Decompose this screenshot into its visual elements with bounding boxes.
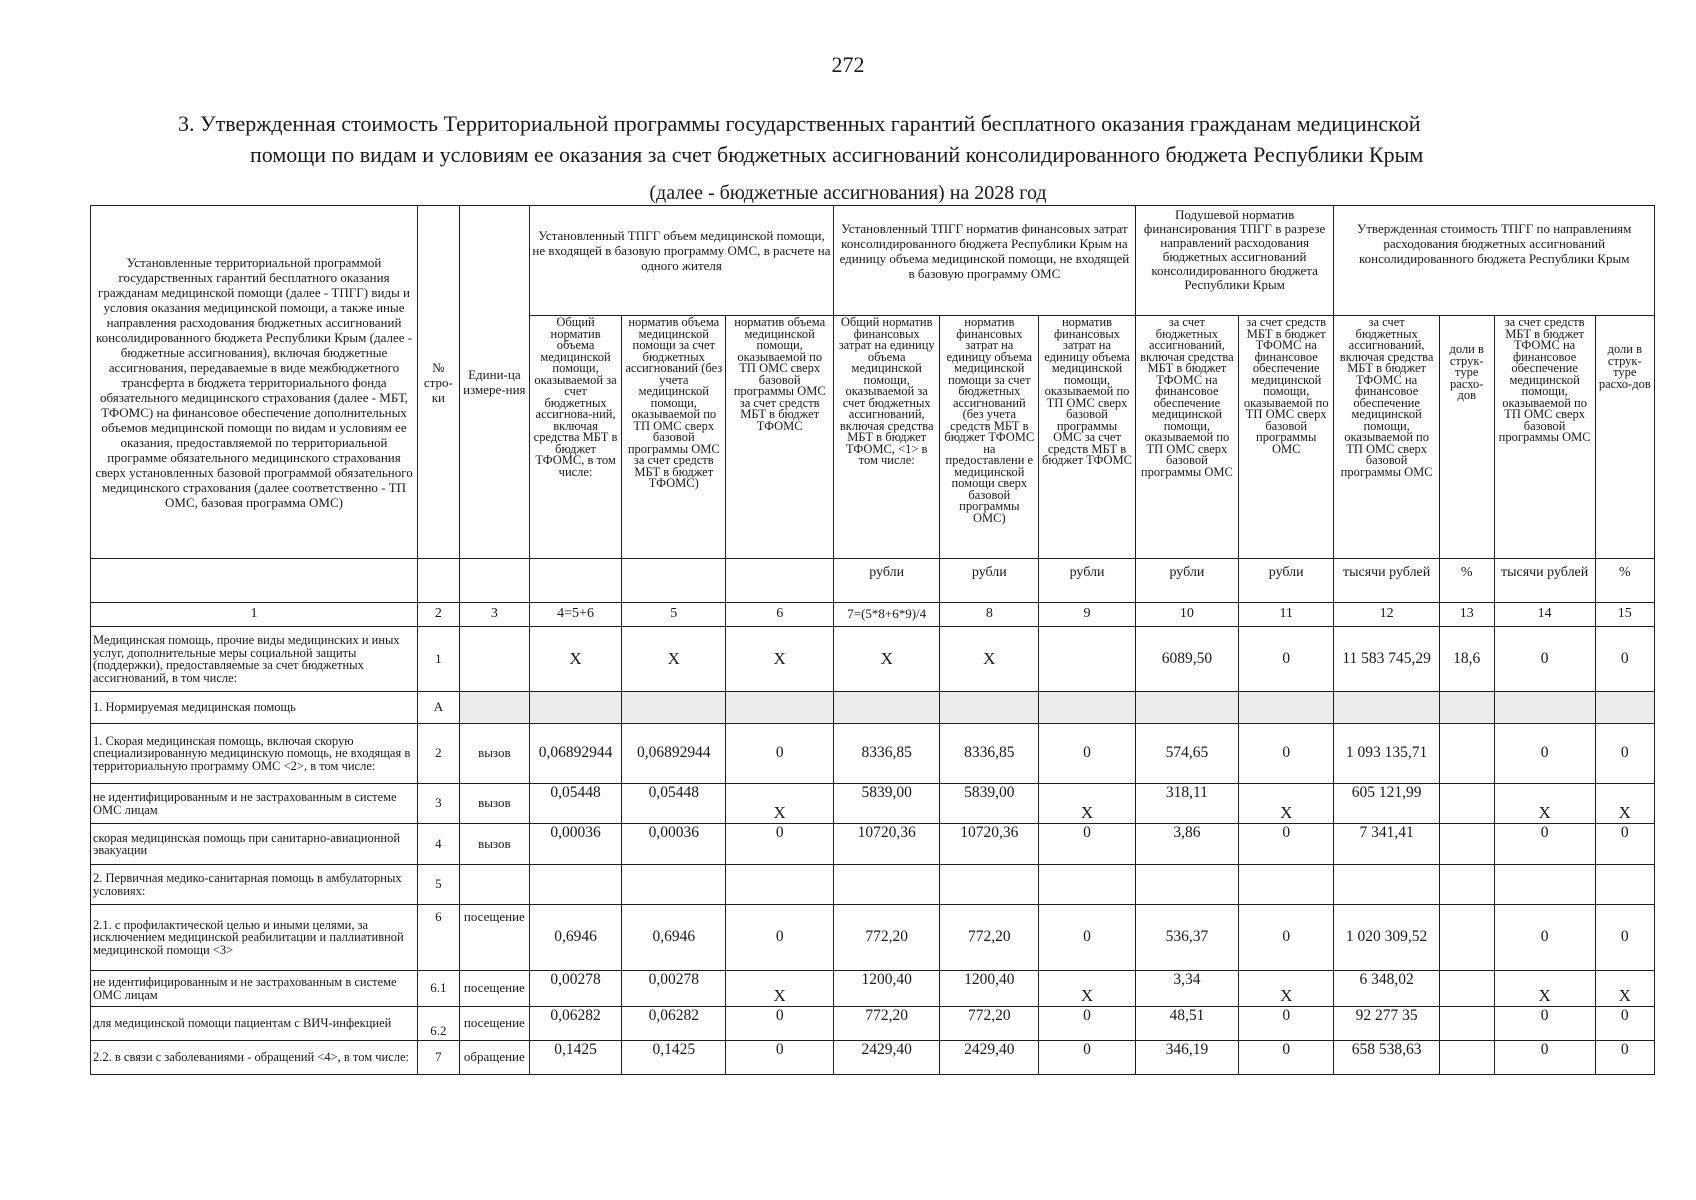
cell-c13 [1439, 724, 1494, 784]
shaded-cell [1439, 692, 1494, 724]
document-title [178, 108, 1618, 170]
row-unit: вызов [459, 724, 529, 784]
cell-c11: 0 [1238, 1041, 1333, 1075]
header-c11: за счет средств МБТ в бюджет ТФОМС на финансовое обеспечение медицинской помощи, оказываемой по ТП ОМС сверх базовой программы ОМС [1238, 316, 1333, 559]
cell-c15: 0 [1595, 1041, 1654, 1075]
cell-c8: X [940, 627, 1039, 692]
empty-cell [1334, 865, 1439, 905]
shaded-cell [1039, 692, 1136, 724]
cell-c7: 772,20 [833, 905, 939, 971]
header-col-1: Установленные территориальной программой государственных гарантий бесплатного оказания гражданам медицинской помощи (далее - ТПГГ) виды и условия оказания медицинской помощи, а также иные направления расходования бюджетных ассигнований консолидированного бюджета Республики Крым (далее - бюджетные ассигнования), включая бюджетные ассигнования, передаваемые в виде межбюджетного трансферта в бюджета территориального фонда обязательного медицинского страхования (далее - МБТ, ТФОМС) на финансовое обеспечение дополнительных объемов медицинской помощи по видам и условиям ее оказания, предоставляемой по территориальной программе обязательного медицинского страхования сверх установленных базовой программой обязательного медицинского страхования (далее соответственно - ТП ОМС, базовая программа ОМС) [91, 206, 418, 559]
unit-c12: тысячи рублей [1334, 559, 1439, 603]
header-col-2: № стро-ки [418, 206, 460, 559]
cell-c13 [1439, 1007, 1494, 1041]
unit-c11: рубли [1238, 559, 1333, 603]
colnum: 15 [1595, 603, 1654, 627]
header-group-total: Утвержденная стоимость ТПГГ по направлениям расходования бюджетных ассигнований консолидированного бюджета Республики Крым [1334, 206, 1655, 316]
cell-c9: 0 [1039, 824, 1136, 865]
row-unit: посещение [459, 905, 529, 971]
units-cell-empty [622, 559, 726, 603]
empty-cell [833, 865, 939, 905]
cell-c5: 0,00036 [622, 824, 726, 865]
cell-c6: 0 [726, 1007, 834, 1041]
table-row [91, 824, 1655, 865]
units-cell-empty [529, 559, 621, 603]
header-col-3: Едини-ца измере-ния [459, 206, 529, 559]
cell-c4: 0,06892944 [529, 724, 621, 784]
shaded-cell [529, 692, 621, 724]
cell-c14: 0 [1494, 1041, 1595, 1075]
shaded-cell [940, 692, 1039, 724]
shaded-cell [1238, 692, 1333, 724]
units-row [91, 559, 1655, 603]
shaded-cell [622, 692, 726, 724]
row-number: 6.2 [418, 1007, 460, 1041]
header-c9: норматив финансовых затрат на единицу объема медицинской помощи, оказываемой по ТП ОМС сверх базовой программы ОМС за счет средств МБТ в бюджет ТФОМС [1039, 316, 1136, 559]
empty-cell [529, 865, 621, 905]
cell-c15: 0 [1595, 824, 1654, 865]
shaded-cell [1334, 692, 1439, 724]
row-number: 7 [418, 1041, 460, 1075]
cell-c9: 0 [1039, 905, 1136, 971]
cell-c10: 574,65 [1135, 724, 1238, 784]
empty-cell [622, 865, 726, 905]
cell-c5: 0,6946 [622, 905, 726, 971]
cell-c13 [1439, 905, 1494, 971]
cell-c7: 772,20 [833, 1007, 939, 1041]
header-c12: за счет бюджетных ассигнований, включая средства МБТ в бюджет ТФОМС на финансовое обеспечение медицинской помощи, оказываемой по ТП ОМС сверх базовой программы ОМС [1334, 316, 1439, 559]
cell-c5: 0,06282 [622, 1007, 726, 1041]
cell-c15: 0 [1595, 1007, 1654, 1041]
cell-c8: 772,20 [940, 905, 1039, 971]
cell-c5: 0,1425 [622, 1041, 726, 1075]
shaded-cell [1494, 692, 1595, 724]
row-number: 4 [418, 824, 460, 865]
cell-c7: 1200,40 [833, 971, 939, 1007]
header-c14: за счет средств МБТ в бюджет ТФОМС на финансовое обеспечение медицинской помощи, оказываемой по ТП ОМС сверх базовой программы ОМС [1494, 316, 1595, 559]
empty-cell [1238, 865, 1333, 905]
unit-c15: % [1595, 559, 1654, 603]
cost-table [90, 205, 1655, 1075]
row-name: скорая медицинская помощь при санитарно-авиационной эвакуации [91, 824, 418, 865]
row-number: 2 [418, 724, 460, 784]
cell-c6: 0 [726, 905, 834, 971]
cell-c6: 0 [726, 724, 834, 784]
cell-c4: 0,00278 [529, 971, 621, 1007]
row-number: А [418, 692, 460, 724]
unit-c10: рубли [1135, 559, 1238, 603]
header-group-cost: Установленный ТПГГ норматив финансовых затрат консолидированного бюджета Республики Крым на единицу объема медицинской помощи, не входящей в базовую программу ОМС [833, 206, 1135, 316]
row-name: 2.1. с профилактической целью и иными целями, за исключением медицинской реабилитации и паллиативной медицинской помощи <3> [91, 905, 418, 971]
cell-c6: 0 [726, 824, 834, 865]
cell-c13 [1439, 971, 1494, 1007]
unit-c9: рубли [1039, 559, 1136, 603]
row-name: 1. Скорая медицинская помощь, включая скорую специализированную медицинскую помощь, не входящая в территориальную программу ОМС <2>, в том числе: [91, 724, 418, 784]
cell-c11: X [1238, 784, 1333, 824]
document-subtitle: (далее - бюджетные ассигнования) на 2028 год [649, 182, 1047, 204]
cell-c8: 2429,40 [940, 1041, 1039, 1075]
cell-c5: 0,06892944 [622, 724, 726, 784]
cell-c8: 10720,36 [940, 824, 1039, 865]
cell-c11: X [1238, 971, 1333, 1007]
unit-c8: рубли [940, 559, 1039, 603]
row-unit: вызов [459, 784, 529, 824]
unit-c14: тысячи рублей [1494, 559, 1595, 603]
row-number: 5 [418, 865, 460, 905]
row-name: для медицинской помощи пациентам с ВИЧ-инфекцией [91, 1007, 418, 1041]
cell-c10: 6089,50 [1135, 627, 1238, 692]
header-c4: Общий норматив объема медицинской помощи, оказываемой за счет бюджетных ассигнова-ний, включая средства МБТ в бюджет ТФОМС, в том числе: [529, 316, 621, 559]
cell-c13: 18,6 [1439, 627, 1494, 692]
units-cell-empty [418, 559, 460, 603]
cell-c15: 0 [1595, 627, 1654, 692]
cell-c12: 92 277 35 [1334, 1007, 1439, 1041]
colnum: 7=(5*8+6*9)/4 [833, 603, 939, 627]
colnum: 6 [726, 603, 834, 627]
cell-c12: 605 121,99 [1334, 784, 1439, 824]
shaded-cell [1135, 692, 1238, 724]
cell-c8: 5839,00 [940, 784, 1039, 824]
cell-c7: 2429,40 [833, 1041, 939, 1075]
cell-c14: X [1494, 971, 1595, 1007]
cell-c14: 0 [1494, 627, 1595, 692]
header-group-row [91, 206, 1655, 316]
cell-c5: 0,00278 [622, 971, 726, 1007]
header-c6: норматив объема медицинской помощи, оказываемой по ТП ОМС сверх базовой программы ОМС за счет средств МБТ в бюджет ТФОМС [726, 316, 834, 559]
colnum: 4=5+6 [529, 603, 621, 627]
colnum: 13 [1439, 603, 1494, 627]
cell-c11: 0 [1238, 905, 1333, 971]
cell-c14: 0 [1494, 824, 1595, 865]
colnum: 9 [1039, 603, 1136, 627]
cell-c8: 8336,85 [940, 724, 1039, 784]
header-group-percapita: Подушевой норматив финансирования ТПГГ в разрезе направлений расходования бюджетных ассигнований консолидированного бюджета Республики Крым [1135, 206, 1334, 316]
cell-c11: 0 [1238, 627, 1333, 692]
header-group-volume: Установленный ТПГГ объем медицинской помощи, не входящей в базовую программу ОМС, в расчете на одного жителя [529, 206, 833, 316]
row-unit: посещение [459, 971, 529, 1007]
table-row [91, 1041, 1655, 1075]
cell-c15: X [1595, 784, 1654, 824]
cell-c9: 0 [1039, 1041, 1136, 1075]
row-number: 1 [418, 627, 460, 692]
header-c15: доли в струк-туре расхо-дов [1595, 316, 1654, 559]
row-name: Медицинская помощь, прочие виды медицинских и иных услуг, дополнительные меры социальной защиты (поддержки), предоставляемые за счет бюджетных ассигнований, в том числе: [91, 627, 418, 692]
header-c13: доли в струк-туре расхо-дов [1439, 316, 1494, 559]
empty-cell [726, 865, 834, 905]
table-row-section [91, 692, 1655, 724]
cell-c15: 0 [1595, 724, 1654, 784]
cell-c8: 1200,40 [940, 971, 1039, 1007]
empty-cell [1595, 865, 1654, 905]
row-name: 2.2. в связи с заболеваниями - обращений <4>, в том числе: [91, 1041, 418, 1075]
header-c8: норматив финансовых затрат на единицу объема медицинской помощи за счет бюджетных ассигнований (без учета средств МБТ в бюджет ТФОМС на предоставлени е медицинской помощи сверх базовой программы ОМС) [940, 316, 1039, 559]
colnum: 12 [1334, 603, 1439, 627]
colnum: 10 [1135, 603, 1238, 627]
cell-c6: X [726, 627, 834, 692]
row-unit [459, 627, 529, 692]
units-cell-empty [459, 559, 529, 603]
cell-c9: X [1039, 784, 1136, 824]
colnum: 11 [1238, 603, 1333, 627]
table-row [91, 971, 1655, 1007]
table-row [91, 627, 1655, 692]
colnum: 3 [459, 603, 529, 627]
row-number: 6 [418, 905, 460, 971]
colnum: 1 [91, 603, 418, 627]
header-c5: норматив объема медицинской помощи за счет бюджетных ассигнований (без учета медицинской помощи, оказываемой по ТП ОМС сверх базовой программы ОМС за счет средств МБТ в бюджет ТФОМС) [622, 316, 726, 559]
title-line-2: помощи по видам и условиям ее оказания за счет бюджетных ассигнований консолидированного бюджета Республики Крым [250, 142, 1424, 167]
colnum: 5 [622, 603, 726, 627]
cell-c7: 8336,85 [833, 724, 939, 784]
empty-cell [1439, 865, 1494, 905]
cell-c12: 1 020 309,52 [1334, 905, 1439, 971]
cell-c9 [1039, 627, 1136, 692]
row-name: 2. Первичная медико-санитарная помощь в амбулаторных условиях: [91, 865, 418, 905]
cell-c13 [1439, 824, 1494, 865]
cell-c11: 0 [1238, 824, 1333, 865]
cell-c4: X [529, 627, 621, 692]
colnum: 14 [1494, 603, 1595, 627]
shaded-cell [459, 692, 529, 724]
cell-c10: 536,37 [1135, 905, 1238, 971]
cell-c12: 1 093 135,71 [1334, 724, 1439, 784]
row-unit: вызов [459, 824, 529, 865]
units-cell-empty [726, 559, 834, 603]
table-row [91, 905, 1655, 971]
cell-c6: X [726, 784, 834, 824]
row-name: не идентифицированным и не застрахованным в системе ОМС лицам [91, 784, 418, 824]
cell-c14: 0 [1494, 724, 1595, 784]
cell-c13 [1439, 1041, 1494, 1075]
cell-c10: 3,86 [1135, 824, 1238, 865]
empty-cell [1135, 865, 1238, 905]
table-row [91, 784, 1655, 824]
cell-c10: 48,51 [1135, 1007, 1238, 1041]
cell-c10: 3,34 [1135, 971, 1238, 1007]
cell-c12: 7 341,41 [1334, 824, 1439, 865]
column-numbers-row [91, 603, 1655, 627]
cell-c12: 658 538,63 [1334, 1041, 1439, 1075]
header-c10: за счет бюджетных ассигнований, включая средства МБТ в бюджет ТФОМС на финансовое обеспечение медицинской помощи, оказываемой по ТП ОМС сверх базовой программы ОМС [1135, 316, 1238, 559]
cell-c6: 0 [726, 1041, 834, 1075]
table-row [91, 865, 1655, 905]
cell-c9: X [1039, 971, 1136, 1007]
cell-c9: 0 [1039, 724, 1136, 784]
cell-c10: 318,11 [1135, 784, 1238, 824]
unit-c13: % [1439, 559, 1494, 603]
cell-c14: X [1494, 784, 1595, 824]
colnum: 8 [940, 603, 1039, 627]
colnum: 2 [418, 603, 460, 627]
cell-c4: 0,6946 [529, 905, 621, 971]
row-unit: посещение [459, 1007, 529, 1041]
cell-c12: 6 348,02 [1334, 971, 1439, 1007]
cell-c7: 10720,36 [833, 824, 939, 865]
cell-c4: 0,00036 [529, 824, 621, 865]
row-number: 3 [418, 784, 460, 824]
cell-c14: 0 [1494, 1007, 1595, 1041]
cell-c4: 0,1425 [529, 1041, 621, 1075]
row-name: не идентифицированным и не застрахованным в системе ОМС лицам [91, 971, 418, 1007]
title-line-1: 3. Утвержденная стоимость Территориальной программы государственных гарантий бесплатного оказания гражданам медицинской [178, 111, 1421, 136]
unit-c7: рубли [833, 559, 939, 603]
cell-c4: 0,06282 [529, 1007, 621, 1041]
shaded-cell [726, 692, 834, 724]
shaded-cell [1595, 692, 1654, 724]
cell-c13 [1439, 784, 1494, 824]
header-c7: Общий норматив финансовых затрат на единицу объема медицинской помощи, оказываемой за счет бюджетных ассигнований, включая средства МБТ в бюджет ТФОМС, <1> в том числе: [833, 316, 939, 559]
cell-c5: X [622, 627, 726, 692]
cell-c11: 0 [1238, 1007, 1333, 1041]
cell-c12: 11 583 745,29 [1334, 627, 1439, 692]
table-row [91, 1007, 1655, 1041]
cell-c15: X [1595, 971, 1654, 1007]
cell-c5: 0,05448 [622, 784, 726, 824]
empty-cell [459, 865, 529, 905]
empty-cell [1039, 865, 1136, 905]
empty-cell [940, 865, 1039, 905]
shaded-cell [833, 692, 939, 724]
cell-c11: 0 [1238, 724, 1333, 784]
cell-c6: X [726, 971, 834, 1007]
page-number: 272 [831, 52, 865, 77]
cell-c14: 0 [1494, 905, 1595, 971]
cell-c7: X [833, 627, 939, 692]
empty-cell [1494, 865, 1595, 905]
units-cell-empty [91, 559, 418, 603]
table-row [91, 724, 1655, 784]
row-unit: обращение [459, 1041, 529, 1075]
cell-c4: 0,05448 [529, 784, 621, 824]
cell-c8: 772,20 [940, 1007, 1039, 1041]
cell-c10: 346,19 [1135, 1041, 1238, 1075]
cell-c15: 0 [1595, 905, 1654, 971]
cell-c9: 0 [1039, 1007, 1136, 1041]
cell-c7: 5839,00 [833, 784, 939, 824]
row-name: 1. Нормируемая медицинская помощь [91, 692, 418, 724]
row-number: 6.1 [418, 971, 460, 1007]
